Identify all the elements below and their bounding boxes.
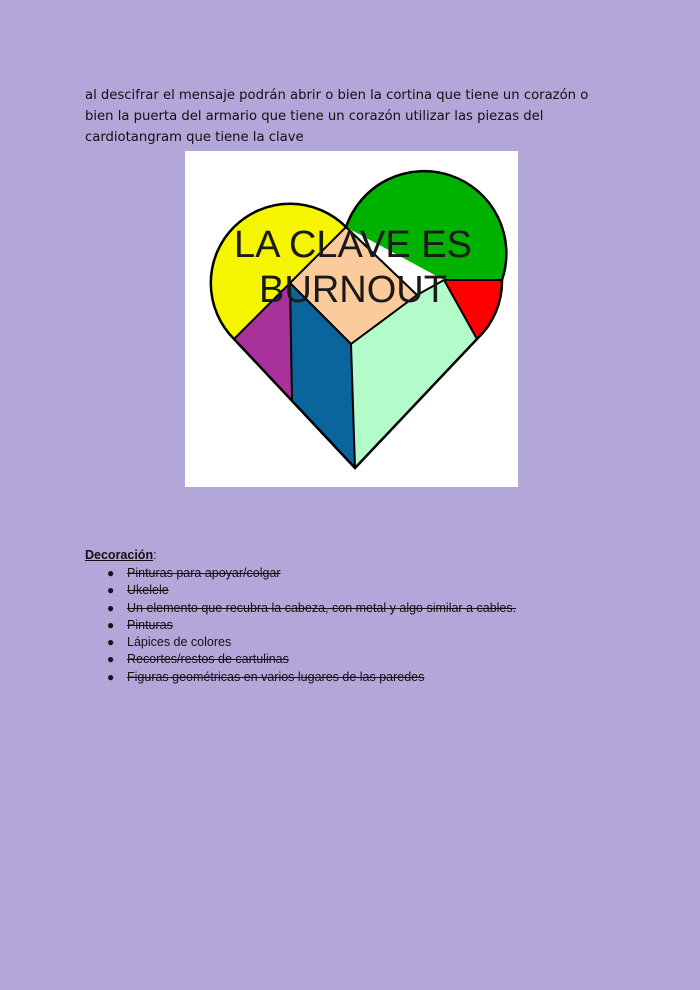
bullet-icon: ● bbox=[107, 600, 115, 615]
intro-paragraph: al descifrar el mensaje podrán abrir o bien la cortina que tiene un corazón o bien la puerta del armario que tiene un corazón utilizar las piezas del cardiotangram que tiene la clave bbox=[85, 88, 589, 145]
decoration-list-item bbox=[107, 669, 516, 686]
heart-text-line1: LA CLAVE ES bbox=[234, 224, 472, 266]
cardiotangram-heart bbox=[185, 151, 518, 487]
decoration-item-text: Ukelele bbox=[127, 583, 169, 598]
decoration-item-text: Figuras geométricas en varios lugares de las paredes bbox=[127, 669, 425, 684]
bullet-icon: ● bbox=[107, 583, 115, 598]
decoration-item-text: Recortes/restos de cartulinas bbox=[127, 652, 289, 667]
decoration-list-item bbox=[107, 600, 516, 617]
decoration-title-suffix: : bbox=[153, 548, 157, 562]
bullet-icon: ● bbox=[107, 617, 115, 632]
decoration-section bbox=[85, 548, 516, 686]
decoration-item-text: Lápices de colores bbox=[127, 635, 232, 650]
decoration-list-item bbox=[107, 582, 516, 599]
decoration-item-text: Pinturas bbox=[127, 617, 173, 632]
decoration-list-item bbox=[107, 634, 516, 651]
decoration-list-item bbox=[107, 617, 516, 634]
cardiotangram-image bbox=[185, 151, 518, 487]
bullet-icon: ● bbox=[107, 669, 115, 684]
decoration-list-item bbox=[107, 651, 516, 668]
bullet-icon: ● bbox=[107, 652, 115, 667]
bullet-icon: ● bbox=[107, 566, 115, 580]
decoration-item-text: Pinturas para apoyar/colgar bbox=[127, 566, 281, 580]
bullet-icon: ● bbox=[107, 635, 115, 650]
decoration-heading bbox=[85, 548, 516, 562]
decoration-item-text: Un elemento que recubra la cabeza, con metal y algo similar a cables. bbox=[127, 600, 517, 615]
decoration-title: Decoración bbox=[85, 548, 154, 562]
decoration-list-item bbox=[107, 565, 516, 582]
heart-text-line2: BURNOUT bbox=[259, 269, 447, 311]
decoration-list bbox=[85, 565, 516, 686]
